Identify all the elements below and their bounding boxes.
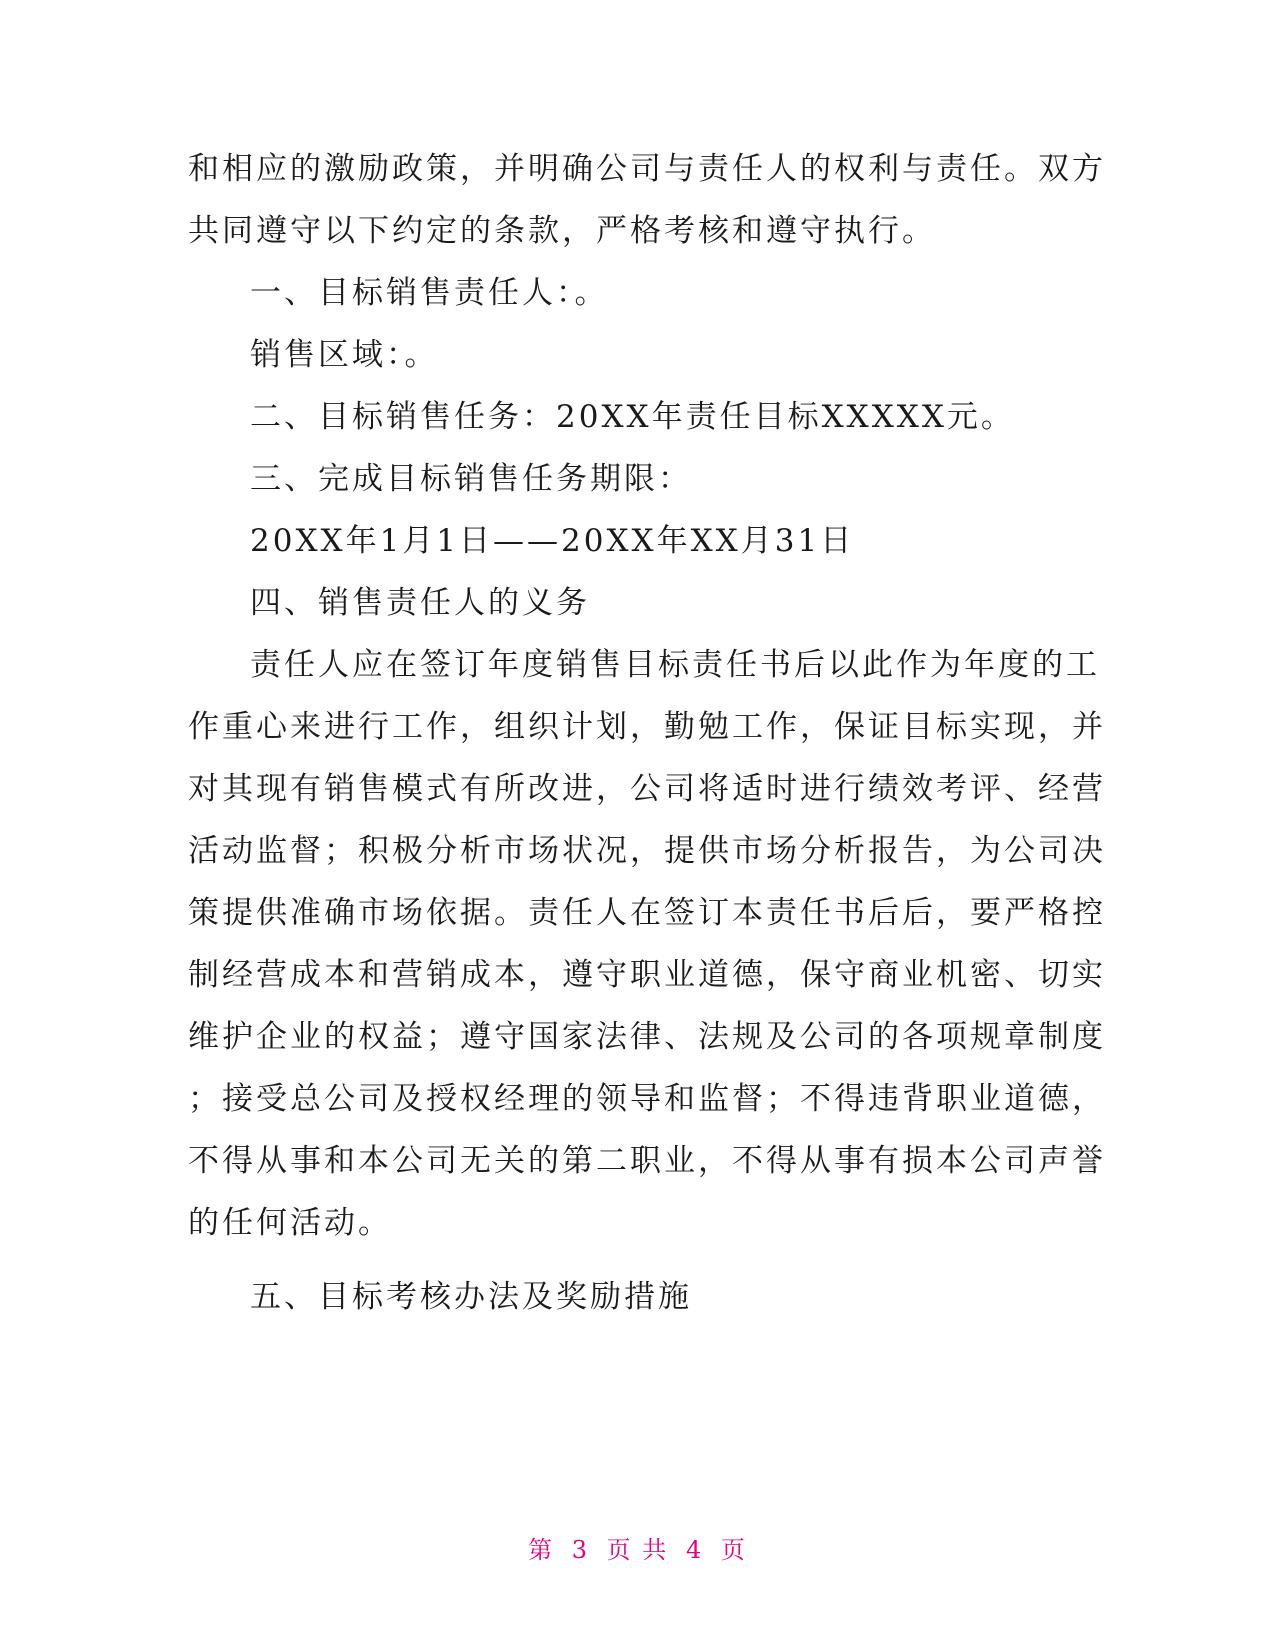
section-heading: 四、销售责任人的义务 <box>250 585 590 621</box>
body-line: 和相应的激励政策，并明确公司与责任人的权利与责任。双方 <box>188 151 1106 187</box>
page-label-mid: 页 共 <box>606 1536 669 1564</box>
page-number-current: 3 <box>571 1536 590 1564</box>
body-line: 不得从事和本公司无关的第二职业，不得从事有损本公司声誉 <box>188 1143 1106 1179</box>
body-line: 维护企业的权益；遵守国家法律、法规及公司的各项规章制度 <box>188 1019 1106 1055</box>
body-line: 责任人应在签订年度销售目标责任书后以此作为年度的工 <box>250 647 1100 683</box>
page-footer <box>0 1530 1275 1565</box>
body-line: 20XX年1月1日——20XX年XX月31日 <box>250 523 855 559</box>
body-line: 活动监督；积极分析市场状况，提供市场分析报告，为公司决 <box>188 833 1106 869</box>
body-line: 共同遵守以下约定的条款，严格考核和遵守执行。 <box>188 213 936 249</box>
page-number-total: 4 <box>685 1536 704 1564</box>
body-line: 策提供准确市场依据。责任人在签订本责任书后后，要严格控 <box>188 895 1106 931</box>
body-line: 的任何活动。 <box>188 1205 392 1241</box>
section-heading: 五、目标考核办法及奖励措施 <box>250 1279 692 1315</box>
section-heading: 一、目标销售责任人：。 <box>250 275 609 311</box>
body-line: ；接受总公司及授权经理的领导和监督；不得违背职业道德， <box>188 1081 1106 1117</box>
body-line: 销售区域：。 <box>250 337 439 373</box>
page-label-suffix: 页 <box>720 1536 747 1564</box>
body-line: 作重心来进行工作，组织计划，勤勉工作，保证目标实现，并 <box>188 709 1106 745</box>
document-body <box>188 138 1106 1328</box>
body-line: 制经营成本和营销成本，遵守职业道德，保守商业机密、切实 <box>188 957 1106 993</box>
section-heading: 二、目标销售任务：20XX年责任目标XXXXX元。 <box>250 399 1015 435</box>
section-heading: 三、完成目标销售任务期限： <box>250 461 692 497</box>
body-line: 对其现有销售模式有所改进，公司将适时进行绩效考评、经营 <box>188 771 1106 807</box>
page-label-prefix: 第 <box>528 1536 555 1564</box>
